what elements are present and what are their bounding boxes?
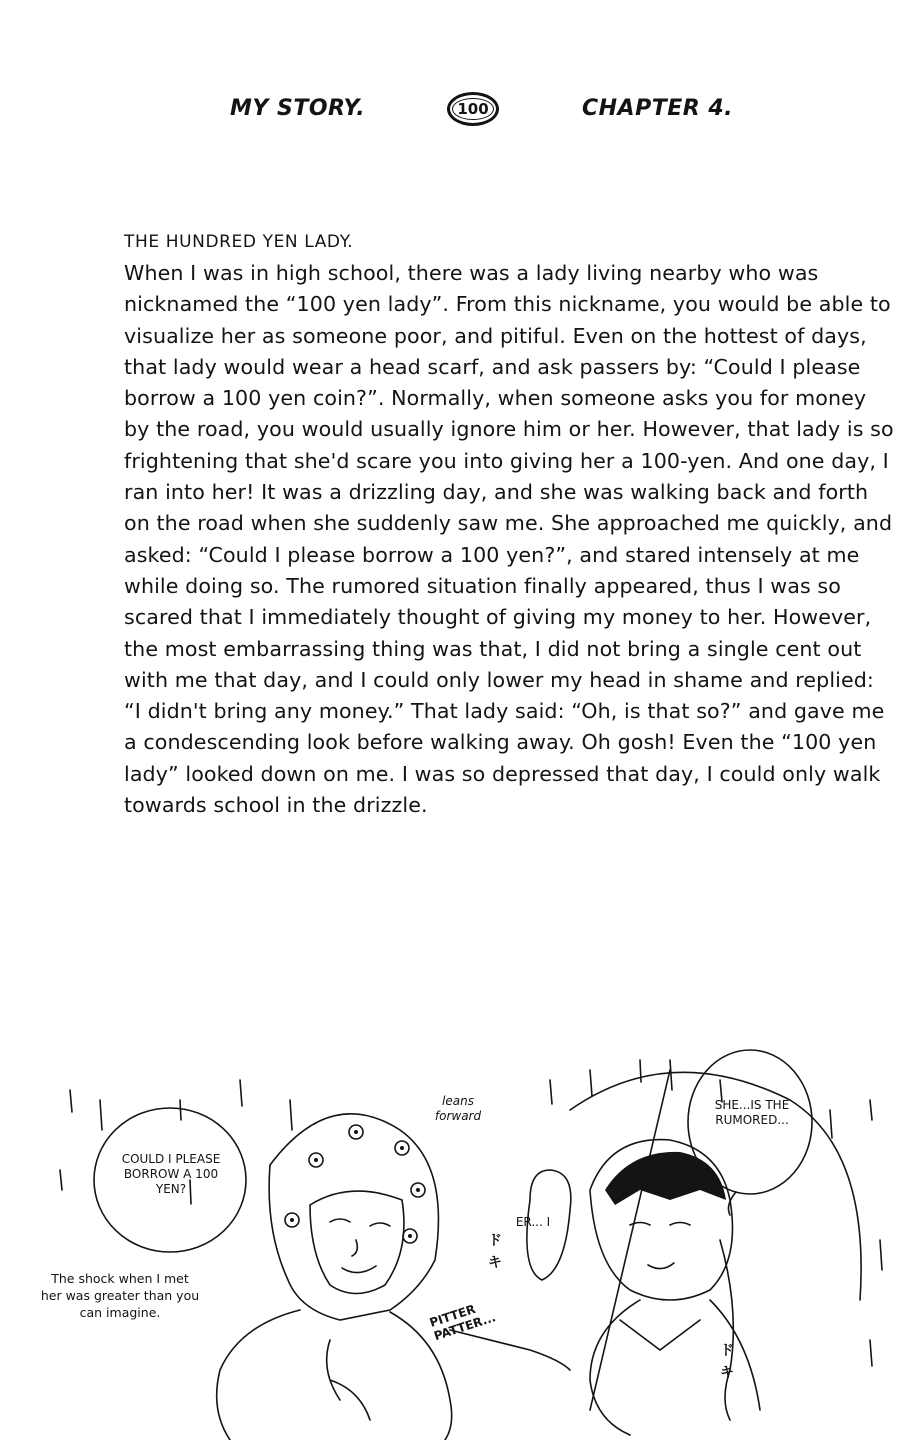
comic-panel: [30, 1040, 910, 1440]
essay: [124, 232, 894, 821]
comic-caption: The shock when I met her was greater than you can imagine.: [40, 1271, 200, 1320]
essay-body: When I was in high school, there was a lady living nearby who was nicknamed the “100 yen lady”. From this nickname, you would be able to visualize her as someone poor, and pitiful. Even on the hottest of days, that lady would wear a head scarf, and ask passers by: “Could I please borrow a 100 yen coin?”. Normally, when someone asks you for money by the road, you would usually ignore him or her. However, that lady is so frightening that she'd scare you into giving her a 100-yen. And one day, I ran into her! It was a drizzling day, and she was walking back and forth on the road when she suddenly saw me. She approached me quickly, and asked: “Could I please borrow a 100 yen?”, and stared intensely at me while doing so. The rumored situation finally appeared, thus I was so scared that I immediately thought of giving my money to her. However, the most embarrassing thing was that, I did not bring a single cent out with me that day, and I could only lower my head in shame and replied: “I didn't bring any money.” That lady said: “Oh, is that so?” and gave me a condescending look before walking away. Oh gosh! Even the “100 yen lady” looked down on me. I was so depressed that day, I could only walk towards school in the drizzle.: [124, 261, 894, 818]
heartbeat-sfx-right: ドキ: [720, 1343, 734, 1381]
badge-number: 100: [452, 98, 493, 120]
girl-thought-bubble-text: SHE...IS THE RUMORED...: [714, 1098, 790, 1127]
leans-forward-note: leans forward: [434, 1094, 482, 1123]
page-number-badge: [447, 92, 499, 126]
rain-sound-effect: PITTER PATTER...: [427, 1301, 498, 1344]
essay-title: THE HUNDRED YEN LADY.: [124, 232, 354, 252]
page-header: [0, 92, 924, 132]
chapter-label: CHAPTER 4.: [582, 96, 734, 121]
girl-small-bubble-text: ER... I: [515, 1215, 551, 1229]
heartbeat-sfx-left: ドキ: [488, 1233, 502, 1271]
header-title: MY STORY.: [230, 96, 366, 121]
lady-speech-bubble-text: COULD I PLEASE BORROW A 100 YEN?: [121, 1152, 221, 1196]
